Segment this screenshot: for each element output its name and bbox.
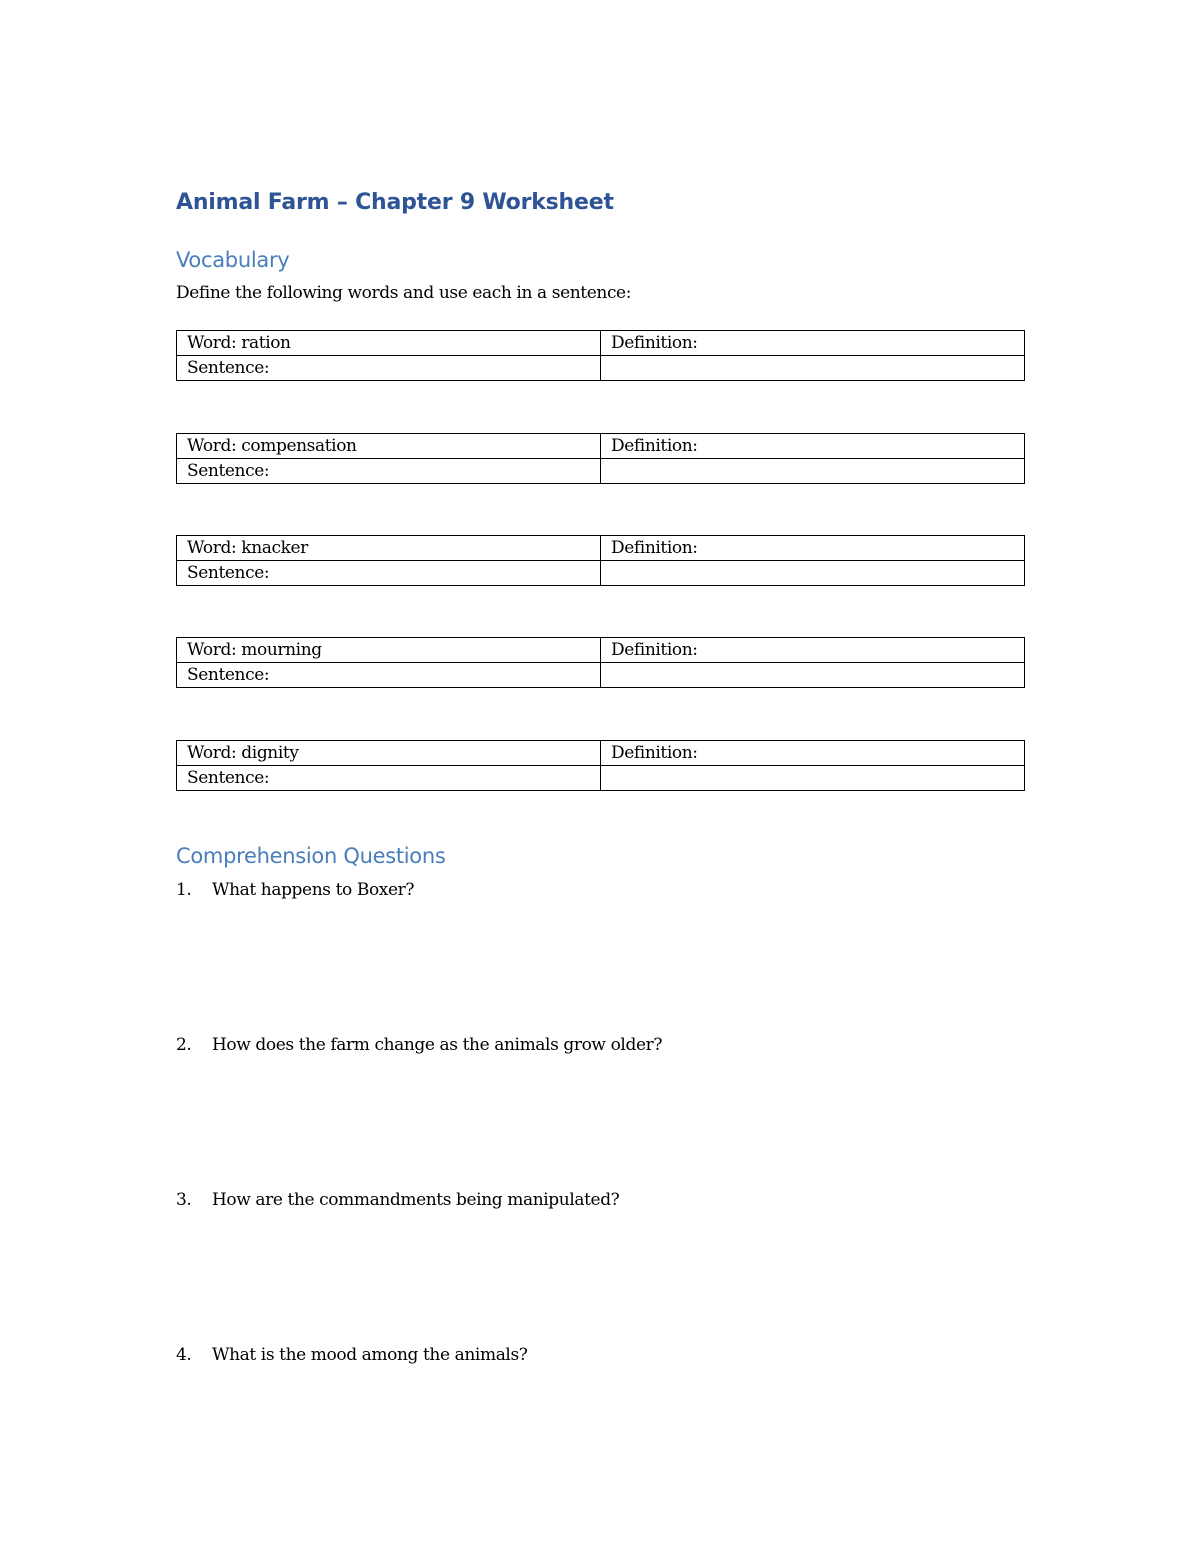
- question-item: [176, 880, 414, 900]
- question-item: [176, 1190, 619, 1210]
- vocab-word-cell: Word: dignity: [177, 741, 601, 766]
- vocab-sentence-cell[interactable]: Sentence:: [177, 459, 601, 484]
- vocabulary-heading: Vocabulary: [176, 248, 290, 272]
- question-text: How does the farm change as the animals grow older?: [212, 1035, 663, 1055]
- vocab-table-compensation: [176, 433, 1025, 484]
- page-title: Animal Farm – Chapter 9 Worksheet: [176, 190, 614, 215]
- question-text: How are the commandments being manipulated?: [212, 1190, 620, 1210]
- vocab-table-knacker: [176, 535, 1025, 586]
- question-item: [176, 1345, 528, 1365]
- vocabulary-instructions: Define the following words and use each in a sentence:: [176, 283, 632, 303]
- vocab-table-dignity: [176, 740, 1025, 791]
- vocab-sentence-cell[interactable]: Sentence:: [177, 663, 601, 688]
- vocab-blank-cell[interactable]: [601, 766, 1025, 791]
- vocab-word-cell: Word: compensation: [177, 434, 601, 459]
- question-text: What happens to Boxer?: [212, 880, 415, 900]
- vocab-blank-cell[interactable]: [601, 561, 1025, 586]
- question-number: 4.: [176, 1345, 192, 1365]
- vocab-sentence-cell[interactable]: Sentence:: [177, 766, 601, 791]
- vocab-blank-cell[interactable]: [601, 459, 1025, 484]
- question-number: 3.: [176, 1190, 192, 1210]
- question-text: What is the mood among the animals?: [212, 1345, 528, 1365]
- vocab-definition-cell[interactable]: Definition:: [601, 536, 1025, 561]
- comprehension-heading: Comprehension Questions: [176, 844, 446, 868]
- vocab-definition-cell[interactable]: Definition:: [601, 331, 1025, 356]
- question-item: [176, 1035, 662, 1055]
- vocab-blank-cell[interactable]: [601, 356, 1025, 381]
- vocab-definition-cell[interactable]: Definition:: [601, 741, 1025, 766]
- vocab-sentence-cell[interactable]: Sentence:: [177, 561, 601, 586]
- vocab-word-cell: Word: ration: [177, 331, 601, 356]
- vocab-blank-cell[interactable]: [601, 663, 1025, 688]
- vocab-definition-cell[interactable]: Definition:: [601, 638, 1025, 663]
- vocab-table-mourning: [176, 637, 1025, 688]
- vocab-table-ration: [176, 330, 1025, 381]
- question-number: 2.: [176, 1035, 192, 1055]
- vocab-word-cell: Word: knacker: [177, 536, 601, 561]
- vocab-sentence-cell[interactable]: Sentence:: [177, 356, 601, 381]
- worksheet-page: [176, 0, 1024, 1553]
- question-number: 1.: [176, 880, 192, 900]
- vocab-word-cell: Word: mourning: [177, 638, 601, 663]
- vocab-definition-cell[interactable]: Definition:: [601, 434, 1025, 459]
